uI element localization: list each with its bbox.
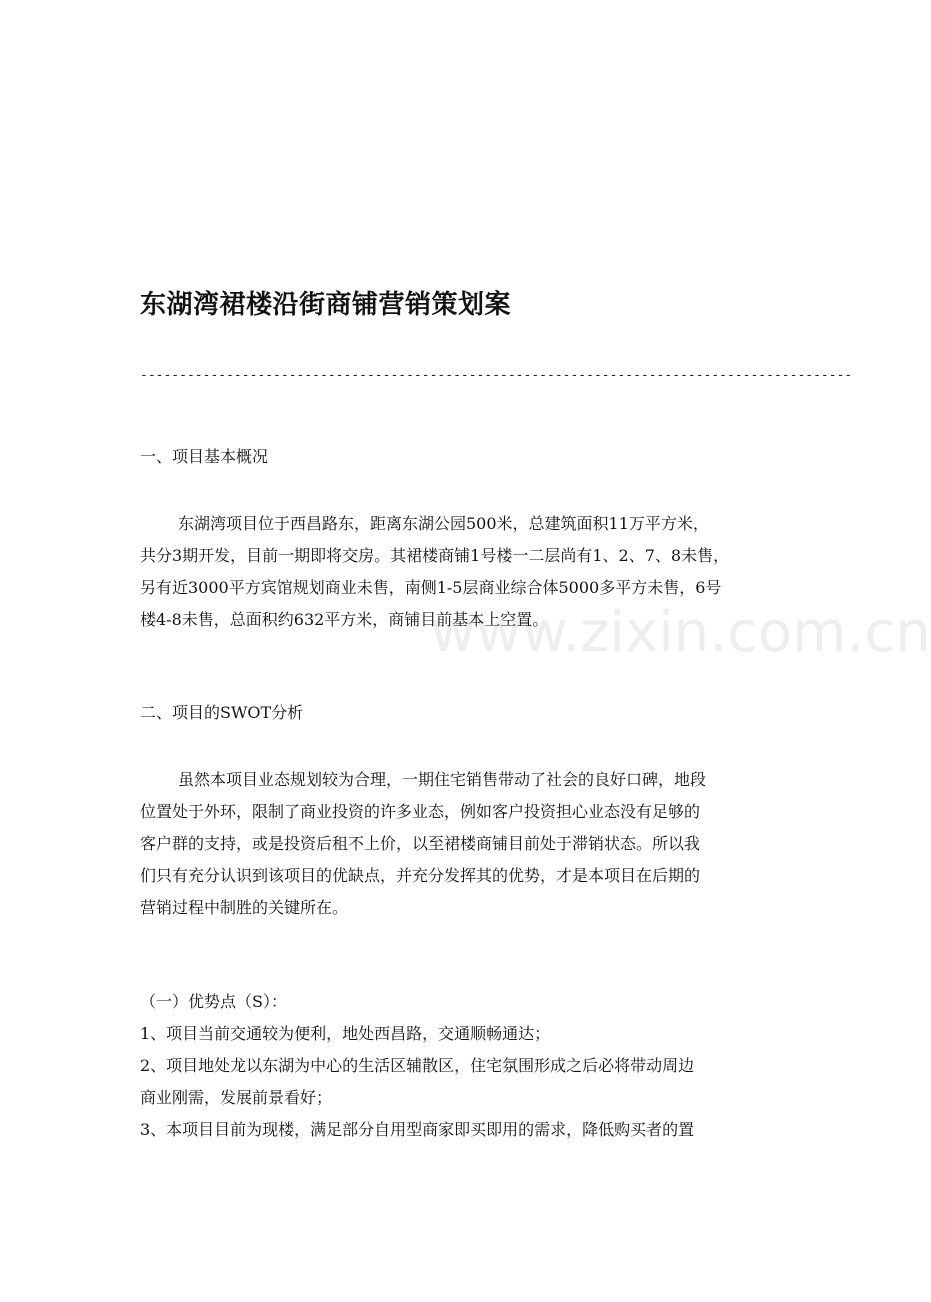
paragraph-line: 虽然本项目业态规划较为合理，一期住宅销售带动了社会的良好口碑，地段 (178, 770, 707, 789)
paragraph-swot (140, 764, 785, 924)
list-item: 3、本项目目前为现楼，满足部分自用型商家即买即用的需求，降低购买者的置 (140, 1120, 695, 1139)
list-item: 2、项目地处龙以东湖为中心的生活区辅散区，住宅氛围形成之后必将带动周边 (140, 1056, 695, 1075)
list-item: 1、项目当前交通较为便利，地处西昌路，交通顺畅通达； (140, 1024, 551, 1043)
paragraph-line: 楼4-8未售，总面积约632平方米，商铺目前基本上空置。 (140, 610, 549, 629)
title-divider: ------------------------------------------------------------------------------------------- (140, 368, 853, 383)
section-heading-overview: 一、项目基本概况 (140, 447, 269, 466)
watermark: www.zixin.com.cn (430, 600, 931, 665)
section-heading-swot: 二、项目的SWOT分析 (140, 703, 304, 722)
paragraph-line: 营销过程中制胜的关键所在。 (140, 898, 349, 917)
paragraph-line: 位置处于外环，限制了商业投资的许多业态，例如客户投资担心业态没有足够的 (140, 802, 701, 821)
paragraph-line: 共分3期开发，目前一期即将交房。其裙楼商铺1号楼一二层尚有1、2、7、8未售， (140, 546, 730, 565)
strengths-list (140, 986, 785, 1146)
document-title: 东湖湾裙楼沿街商铺营销策划案 (140, 290, 512, 320)
paragraph-line: 们只有充分认识到该项目的优缺点，并充分发挥其的优势，才是本项目在后期的 (140, 866, 701, 885)
paragraph-overview (140, 508, 785, 636)
paragraph-line: 另有近3000平方宾馆规划商业未售，南侧1-5层商业综合体5000多平方未售，6号 (140, 578, 722, 597)
paragraph-line: 东湖湾项目位于西昌路东，距离东湖公园500米，总建筑面积11万平方米， (178, 514, 709, 533)
strengths-heading: （一）优势点（S）： (140, 992, 287, 1011)
list-item: 商业刚需，发展前景看好； (140, 1088, 333, 1107)
paragraph-line: 客户群的支持，或是投资后租不上价，以至裙楼商铺目前处于滞销状态。所以我 (140, 834, 701, 853)
